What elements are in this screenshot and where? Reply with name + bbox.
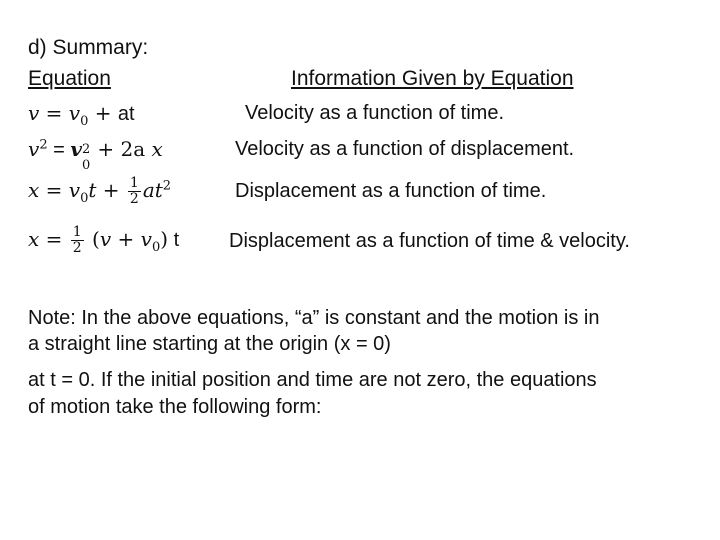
eq4-equals: = [39, 227, 69, 251]
eq1-equals: = [39, 101, 69, 125]
equation-4 [28, 225, 179, 256]
eq4-rparen: ) [160, 227, 169, 251]
eq3-t: t [88, 178, 97, 202]
eq4-sub0: 0 [151, 240, 161, 255]
info-column-header: Information Given by Equation [291, 67, 574, 90]
eq2-x: x [151, 137, 163, 161]
eq1-sub0: 0 [80, 114, 89, 129]
eq4-t: t [168, 229, 180, 251]
equation-1 [28, 101, 135, 129]
eq1-plus: + [88, 101, 118, 125]
info-row-1: Velocity as a function of time. [245, 102, 505, 124]
slide-title: d) Summary: [28, 36, 149, 59]
info-row-4: Displacement as a function of time & velocity. [229, 230, 630, 252]
eq2-equals: = [47, 139, 71, 161]
note-line-4: of motion take the following form: [28, 396, 322, 418]
eq3-a: a [142, 178, 155, 202]
eq4-plus: + [111, 227, 141, 251]
note-line-1: Note: In the above equations, “a” is constant and the motion is in [28, 307, 600, 329]
eq3-sup2: 2 [162, 178, 172, 194]
eq2-two-a: + 2a [91, 137, 152, 161]
eq3-t2: t [154, 178, 163, 202]
eq4-v: v [99, 227, 112, 251]
eq4-lparen: ( [92, 227, 100, 251]
eq2-sup2: 2 [39, 137, 48, 153]
eq3-fraction-half: $\frac{1}{2}$ [129, 175, 139, 207]
note-line-3: at t = 0. If the initial position and time are not zero, the equations [28, 369, 597, 391]
eq1-at: at [117, 103, 135, 125]
equation-3 [28, 176, 171, 207]
eq3-plus: + [96, 178, 126, 202]
eq4-x: x [28, 227, 40, 251]
info-row-3: Displacement as a function of time. [235, 180, 547, 202]
eq4-v0: v [140, 227, 152, 251]
eq1-v0: v [68, 101, 81, 125]
info-row-2: Velocity as a function of displacement. [235, 138, 575, 160]
equation-column-header: Equation [28, 67, 111, 90]
eq3-x: x [28, 178, 40, 202]
eq2-v: v [28, 137, 40, 161]
eq2-v0: v [70, 137, 83, 161]
eq3-equals: = [39, 178, 69, 202]
note-line-2: a straight line starting at the origin (x = 0) [28, 333, 391, 355]
equation-2: $v^2 = v$ 2 0 + 2a x [28, 137, 163, 173]
eq3-v0: v [68, 178, 81, 202]
eq1-v: v [28, 101, 40, 125]
eq4-fraction-half: $\frac{1}{2}$ [72, 224, 82, 256]
eq3-sub0: 0 [80, 191, 89, 206]
